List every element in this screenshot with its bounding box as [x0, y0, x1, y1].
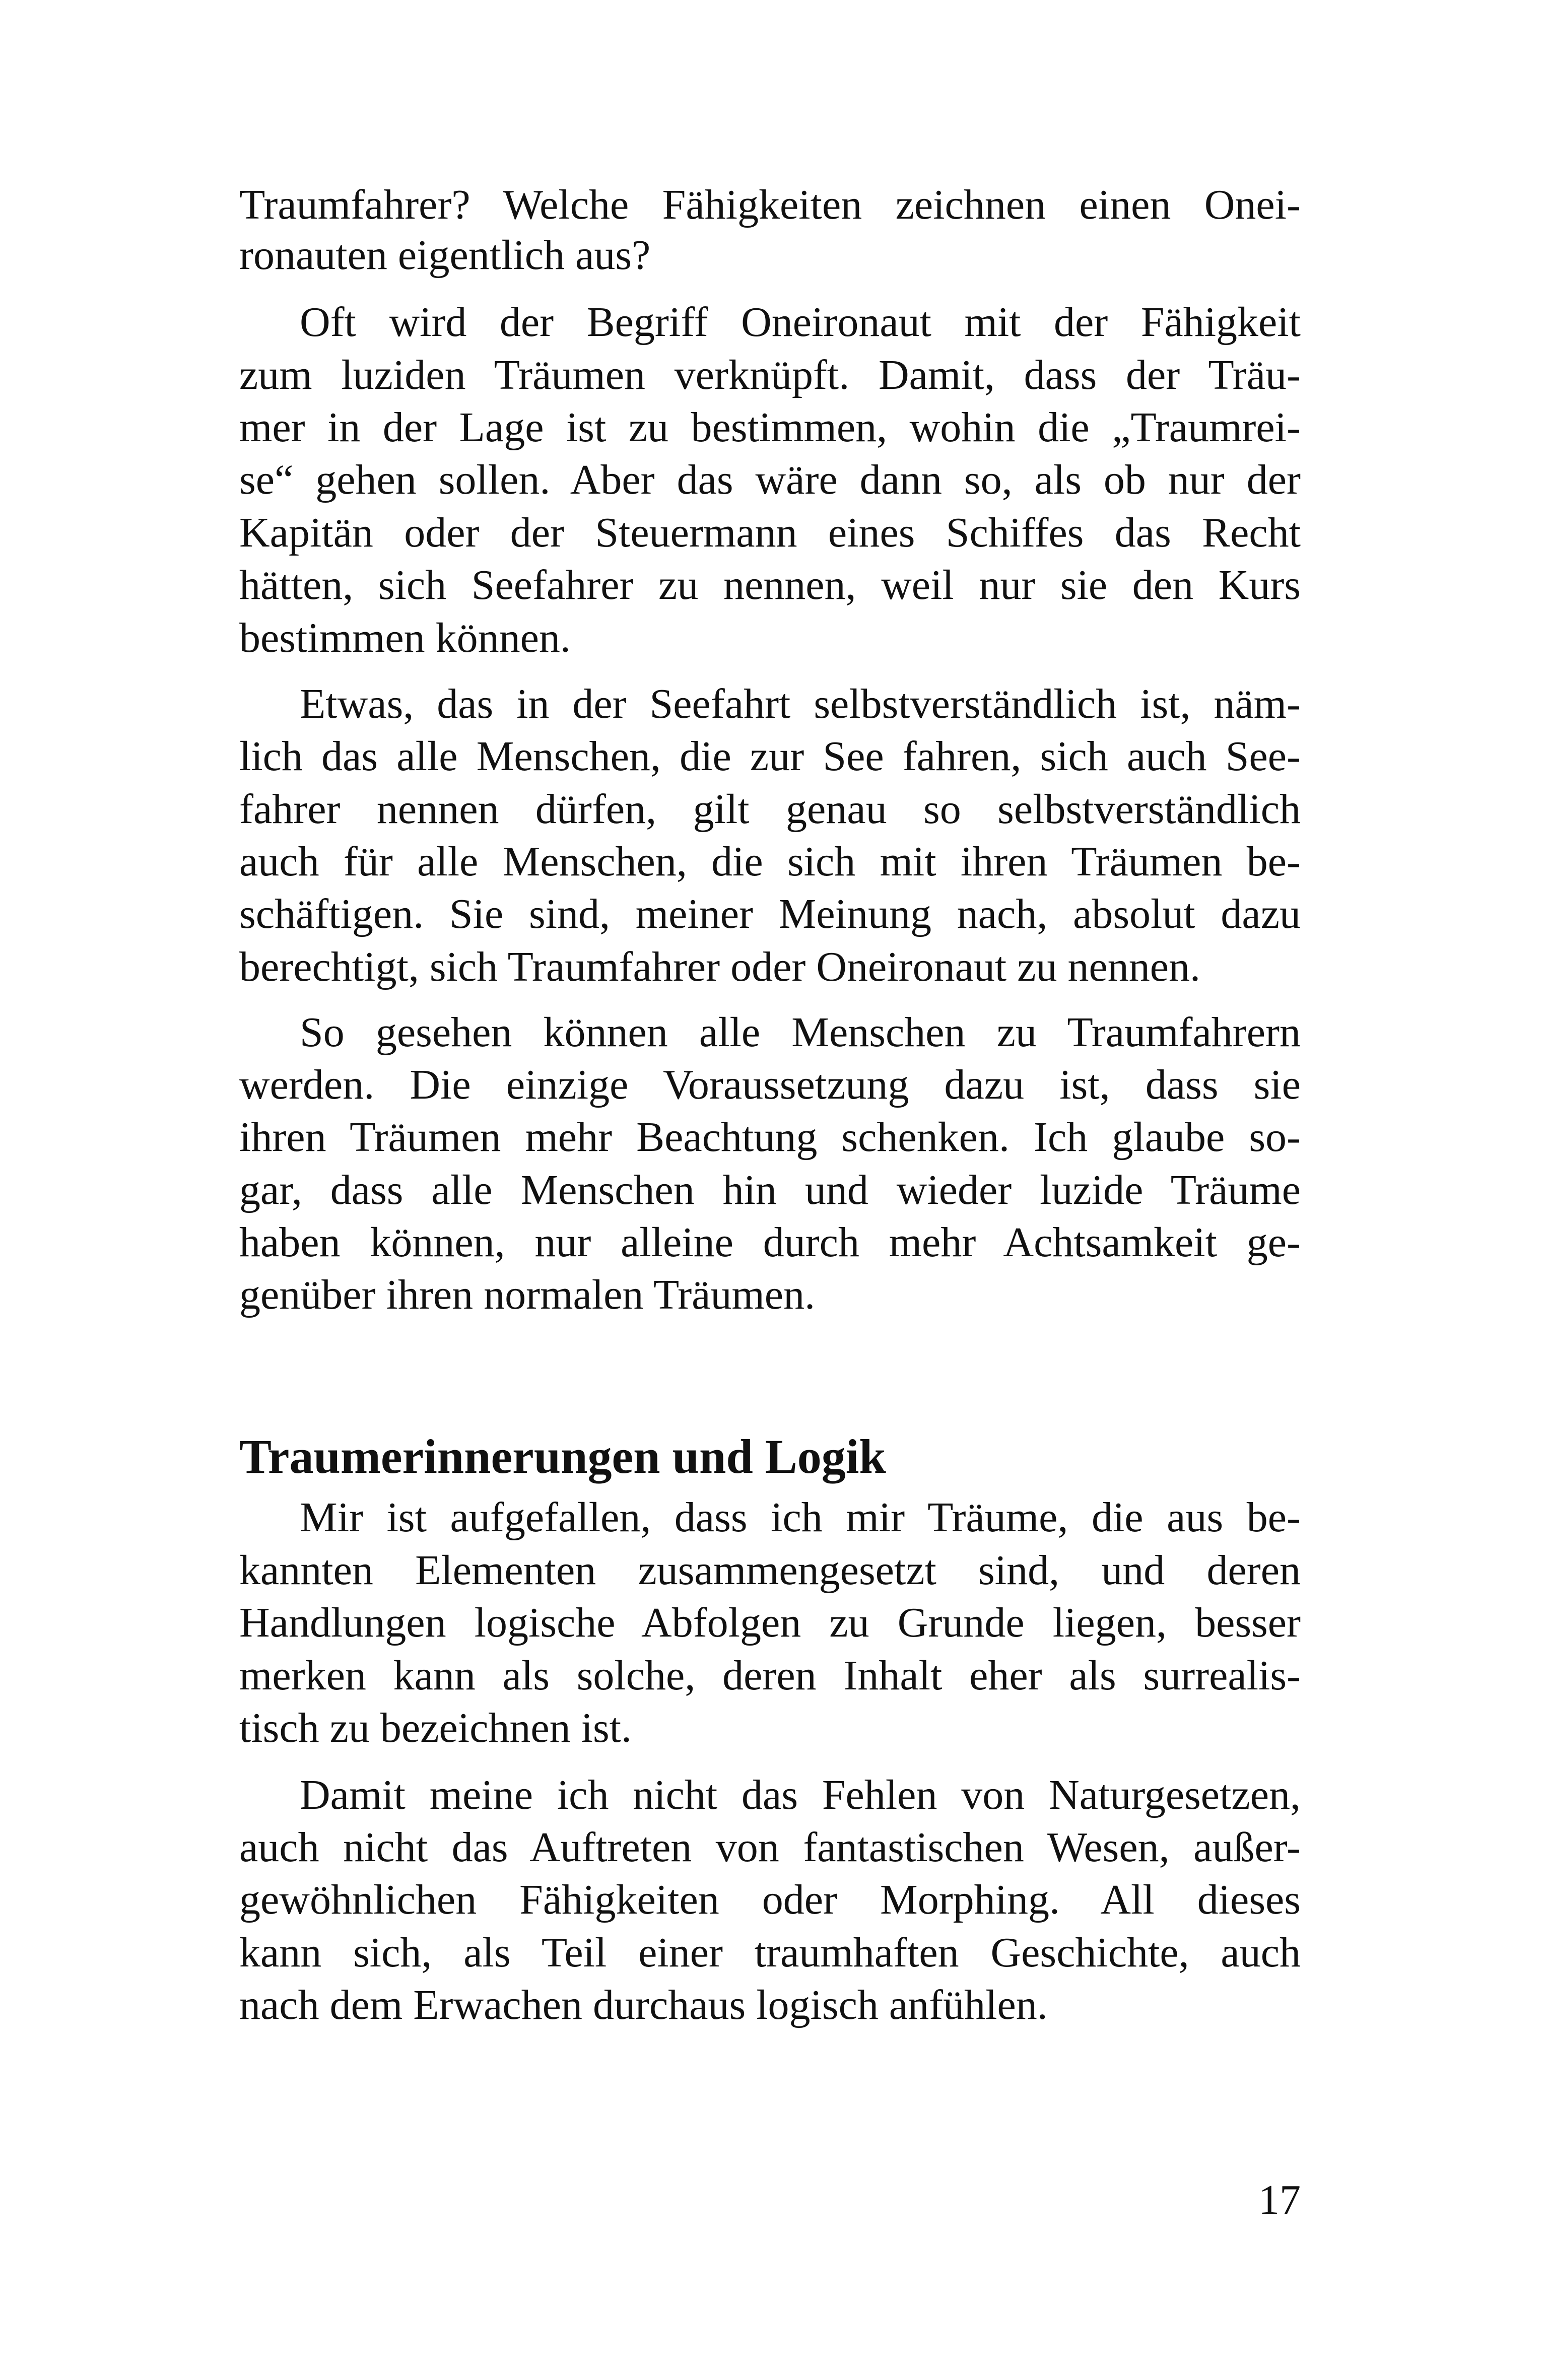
text-line: kannten Elementen zusammengesetzt sind, und deren — [239, 1547, 1301, 1594]
text-line: gewöhnlichen Fähigkeiten oder Morphing. All dieses — [239, 1876, 1301, 1923]
text-line: ronauten eigentlich aus? — [239, 232, 651, 279]
text-line: Damit meine ich nicht das Fehlen von Naturgesetzen, — [300, 1772, 1301, 1818]
text-line: genüber ihren normalen Träumen. — [239, 1271, 816, 1318]
text-line: auch nicht das Auftreten von fantastischen Wesen, außer- — [239, 1824, 1301, 1871]
text-line: tisch zu bezeichnen ist. — [239, 1705, 632, 1751]
text-line: hätten, sich Seefahrer zu nennen, weil nur sie den Kurs — [239, 562, 1301, 608]
text-line: mer in der Lage ist zu bestimmen, wohin die „Traumrei- — [239, 404, 1301, 451]
text-line: auch für alle Menschen, die sich mit ihren Träumen be- — [239, 838, 1301, 885]
page-number: 17 — [1258, 2177, 1301, 2223]
text-line: zum luziden Träumen verknüpft. Damit, dass der Träu- — [239, 352, 1301, 398]
text-line: berechtigt, sich Traumfahrer oder Oneironaut zu nennen. — [239, 943, 1201, 990]
text-line: haben können, nur alleine durch mehr Achtsamkeit ge- — [239, 1219, 1301, 1266]
text-line: se“ gehen sollen. Aber das wäre dann so, als ob nur der — [239, 456, 1301, 503]
text-line: kann sich, als Teil einer traumhaften Geschichte, auch — [239, 1929, 1301, 1976]
section-heading: Traumerinnerungen und Logik — [239, 1430, 886, 1483]
text-line: Etwas, das in der Seefahrt selbstverständlich ist, näm- — [300, 681, 1301, 727]
text-line: schäftigen. Sie sind, meiner Meinung nach, absolut dazu — [239, 891, 1301, 937]
text-line: Mir ist aufgefallen, dass ich mir Träume, die aus be- — [300, 1494, 1301, 1541]
text-line: nach dem Erwachen durchaus logisch anfühlen. — [239, 1982, 1048, 2028]
text-line: ihren Träumen mehr Beachtung schenken. Ich glaube so- — [239, 1114, 1301, 1161]
text-line: merken kann als solche, deren Inhalt eher als surrealis- — [239, 1652, 1301, 1699]
text-line: So gesehen können alle Menschen zu Traumfahrern — [300, 1009, 1301, 1056]
text-line: gar, dass alle Menschen hin und wieder luzide Träume — [239, 1167, 1301, 1213]
text-line: Kapitän oder der Steuermann eines Schiffes das Recht — [239, 509, 1301, 556]
text-line: fahrer nennen dürfen, gilt genau so selbstverständlich — [239, 786, 1301, 833]
text-line: Handlungen logische Abfolgen zu Grunde liegen, besser — [239, 1599, 1301, 1646]
text-line: lich das alle Menschen, die zur See fahren, sich auch See- — [239, 733, 1301, 780]
text-line: Traumfahrer? Welche Fähigkeiten zeichnen einen Onei- — [239, 181, 1301, 228]
text-line: Oft wird der Begriff Oneironaut mit der Fähigkeit — [300, 299, 1301, 346]
text-line: bestimmen können. — [239, 615, 571, 661]
text-line: werden. Die einzige Voraussetzung dazu ist, dass sie — [239, 1061, 1301, 1108]
